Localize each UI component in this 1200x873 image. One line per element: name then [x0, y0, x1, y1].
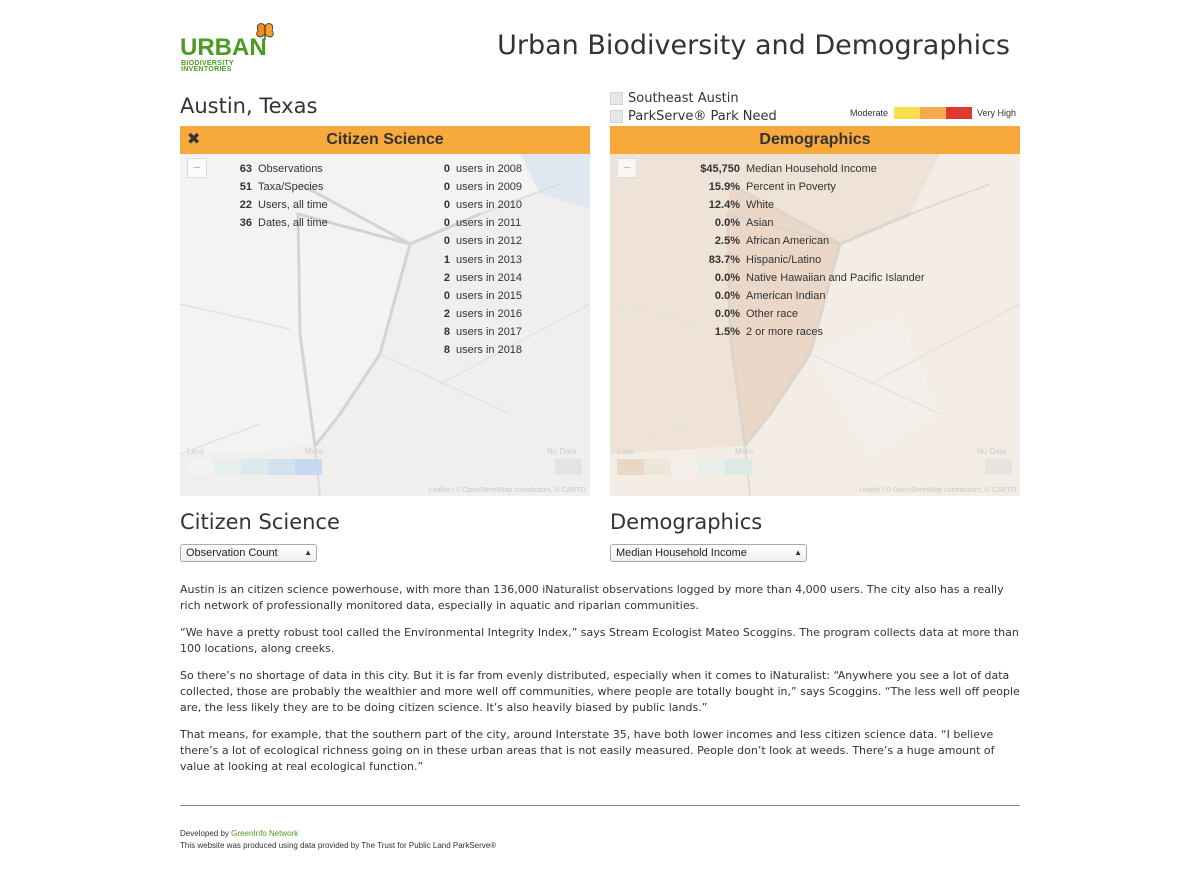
year-value: 0 — [443, 289, 450, 302]
select-arrows-icon: ▲ — [794, 548, 802, 557]
year-value: 0 — [443, 181, 450, 194]
year-row — [430, 341, 522, 359]
year-value: 8 — [443, 343, 450, 356]
page-title: Urban Biodiversity and Demographics — [497, 30, 1010, 61]
demo-row — [680, 232, 925, 250]
legend-swatch — [555, 459, 582, 475]
year-label: users in 2014 — [456, 271, 523, 284]
demographics-stats — [680, 160, 925, 341]
demo-label: Median Household Income — [746, 163, 877, 176]
year-value: 0 — [443, 235, 450, 248]
year-row — [430, 178, 522, 196]
year-row — [430, 250, 522, 268]
legend-nodata-label: No Data — [977, 447, 1007, 456]
map-attribution[interactable]: Leaflet | © OpenStreetMap contributors, © CARTO — [858, 487, 1016, 494]
toggle-label: Southeast Austin — [628, 90, 739, 106]
demographics-section-title: Demographics — [610, 510, 763, 534]
demo-value: 15.9% — [708, 181, 740, 194]
demo-value: $45,750 — [700, 163, 740, 176]
legend-swatch-2 — [920, 107, 946, 119]
year-row — [430, 196, 522, 214]
legend-swatch-3 — [946, 107, 972, 119]
legend-swatch — [985, 459, 1012, 475]
select-value: Observation Count — [186, 547, 278, 559]
year-label: users in 2011 — [456, 217, 522, 230]
year-row — [430, 269, 522, 287]
demo-row — [680, 323, 925, 341]
developed-by-text: Developed by — [180, 829, 232, 838]
stat-value: 36 — [239, 217, 252, 230]
year-label: users in 2017 — [456, 325, 523, 338]
park-need-legend — [850, 107, 1016, 119]
demo-label: African American — [746, 235, 830, 248]
close-icon[interactable]: ✖ — [187, 131, 201, 148]
year-label: users in 2013 — [456, 253, 523, 266]
demo-label: Native Hawaiian and Pacific Islander — [746, 271, 925, 284]
stat-row — [230, 160, 328, 178]
city-title: Austin, Texas — [180, 94, 318, 118]
park-need-toggle[interactable] — [610, 107, 777, 125]
legend-low-label: Moderate — [850, 108, 889, 118]
stat-value: 63 — [239, 163, 252, 176]
demo-value: 0.0% — [714, 271, 740, 284]
legend-less-label: Less — [617, 447, 634, 456]
demo-value: 0.0% — [714, 289, 740, 302]
paragraph: “We have a pretty robust tool called the Environmental Integrity Index,” says Stream Ecologist Mateo Scoggins. The program collects data at more than 100 locations, along creeks. — [180, 626, 1019, 655]
demo-row — [680, 269, 925, 287]
citizen-science-map[interactable] — [180, 126, 590, 496]
logo-title: URBAN — [180, 34, 267, 61]
year-value: 8 — [443, 325, 450, 338]
checkbox[interactable] — [610, 92, 623, 105]
legend-swatch — [295, 459, 322, 475]
year-value: 2 — [443, 271, 450, 284]
southeast-austin-toggle[interactable] — [610, 89, 777, 107]
footer-divider — [180, 805, 1020, 806]
year-row — [430, 323, 522, 341]
stat-label: Users, all time — [258, 199, 328, 212]
demo-row — [680, 214, 925, 232]
year-row — [430, 214, 522, 232]
legend-swatch — [644, 459, 671, 475]
toggle-label: ParkServe® Park Need — [628, 108, 777, 124]
panel-title: Demographics — [759, 131, 871, 148]
legend-swatch — [671, 459, 698, 475]
year-label: users in 2010 — [456, 199, 523, 212]
citizen-science-header — [180, 126, 590, 154]
demo-value: 0.0% — [714, 217, 740, 230]
logo-subtitle-1: BIODIVERSITY — [181, 60, 234, 67]
legend-swatch — [698, 459, 725, 475]
legend-swatch — [268, 459, 295, 475]
legend-swatch — [617, 459, 644, 475]
demo-row — [680, 287, 925, 305]
paragraph: That means, for example, that the southern part of the city, around Interstate 35, have both lower incomes and less citizen science data. “I believe there’s a lot of ecological richness going on in these urban areas that is not easily measured. People don’t look at weeds. There’s a huge amount of value at looking at real ecological function.” — [180, 728, 995, 773]
demo-label: White — [746, 199, 775, 212]
checkbox[interactable] — [610, 110, 623, 123]
demo-value: 2.5% — [714, 235, 740, 248]
legend-less-label: Less — [187, 447, 204, 456]
citizen-science-section-title: Citizen Science — [180, 510, 340, 534]
year-row — [430, 232, 522, 250]
paragraph: So there’s no shortage of data in this city. But it is far from evenly distributed, especially when it comes to iNaturalist: “Anywhere you see a lot of data collected, those are probably the wealthier and more well off communities, where people are totally bought in,” says Scoggins. “The less well off people are, the less likely they are to be doing citizen science. It’s also heavily biased by public lands.” — [180, 669, 1020, 714]
year-value: 0 — [443, 163, 450, 176]
greeninfo-link[interactable]: GreenInfo Network — [231, 829, 299, 838]
demo-label: Percent in Poverty — [746, 181, 836, 194]
citizen-summary — [230, 160, 328, 232]
overlay-toggles — [610, 89, 777, 125]
demo-value: 0.0% — [714, 307, 740, 320]
legend-swatch — [187, 459, 214, 475]
year-value: 0 — [443, 199, 450, 212]
year-row — [430, 305, 522, 323]
year-label: users in 2012 — [456, 235, 523, 248]
stat-row — [230, 178, 328, 196]
legend-high-label: Very High — [977, 108, 1017, 118]
demo-value: 1.5% — [714, 325, 740, 338]
year-value: 1 — [443, 253, 450, 266]
legend-more-label: More — [305, 447, 324, 456]
citizen-metric-select[interactable] — [180, 544, 317, 562]
stat-label: Taxa/Species — [258, 181, 324, 194]
demo-value: 83.7% — [708, 253, 740, 266]
demo-label: Hispanic/Latino — [746, 253, 822, 266]
demo-row — [680, 305, 925, 323]
zoom-out-button[interactable]: − — [187, 158, 207, 178]
map-attribution[interactable]: Leaflet | © OpenStreetMap contributors, © CARTO — [428, 487, 586, 494]
article-body — [180, 582, 1022, 786]
select-value: Median Household Income — [616, 547, 747, 559]
footer — [180, 828, 496, 852]
year-label: users in 2018 — [456, 343, 523, 356]
footer-data-credit: This website was produced using data provided by The Trust for Public Land ParkServe® — [180, 841, 497, 850]
legend-nodata-label: No Data — [547, 447, 577, 456]
stat-label: Observations — [258, 163, 323, 176]
demo-row — [680, 160, 925, 178]
paragraph: Austin is an citizen science powerhouse, with more than 136,000 iNaturalist observations logged by more than 4,000 users. The city also has a really rich network of professionally monitored data, especially in aquatic and riparian communities. — [180, 583, 1004, 612]
urban-biodiversity-logo[interactable] — [180, 22, 276, 72]
legend-swatch — [725, 459, 752, 475]
legend-swatch — [241, 459, 268, 475]
panel-title: Citizen Science — [326, 131, 444, 148]
year-label: users in 2009 — [456, 181, 523, 194]
stat-row — [230, 214, 328, 232]
year-label: users in 2015 — [456, 289, 523, 302]
year-value: 2 — [443, 307, 450, 320]
demo-label: Asian — [746, 217, 774, 230]
footer-credit — [180, 828, 496, 840]
demo-label: Other race — [746, 307, 798, 320]
year-row — [430, 160, 522, 178]
logo-subtitle-2: INVENTORIES — [181, 66, 232, 73]
select-arrows-icon: ▲ — [304, 548, 312, 557]
demo-row — [680, 250, 925, 268]
stat-value: 22 — [239, 199, 252, 212]
demo-label: American Indian — [746, 289, 826, 302]
year-label: users in 2016 — [456, 307, 523, 320]
year-label: users in 2008 — [456, 163, 523, 176]
demo-label: 2 or more races — [746, 325, 824, 338]
stat-label: Dates, all time — [258, 217, 328, 230]
stat-value: 51 — [239, 181, 252, 194]
demographics-metric-select[interactable] — [610, 544, 807, 562]
demographics-map[interactable] — [610, 126, 1020, 496]
year-row — [430, 287, 522, 305]
legend-swatch — [214, 459, 241, 475]
demo-row — [680, 196, 925, 214]
zoom-out-button[interactable]: − — [617, 158, 637, 178]
users-by-year — [430, 160, 522, 359]
demo-value: 12.4% — [708, 199, 740, 212]
demographics-header — [610, 126, 1020, 154]
legend-swatch-1 — [894, 107, 920, 119]
legend-more-label: More — [735, 447, 754, 456]
year-value: 0 — [443, 217, 450, 230]
demo-row — [680, 178, 925, 196]
stat-row — [230, 196, 328, 214]
